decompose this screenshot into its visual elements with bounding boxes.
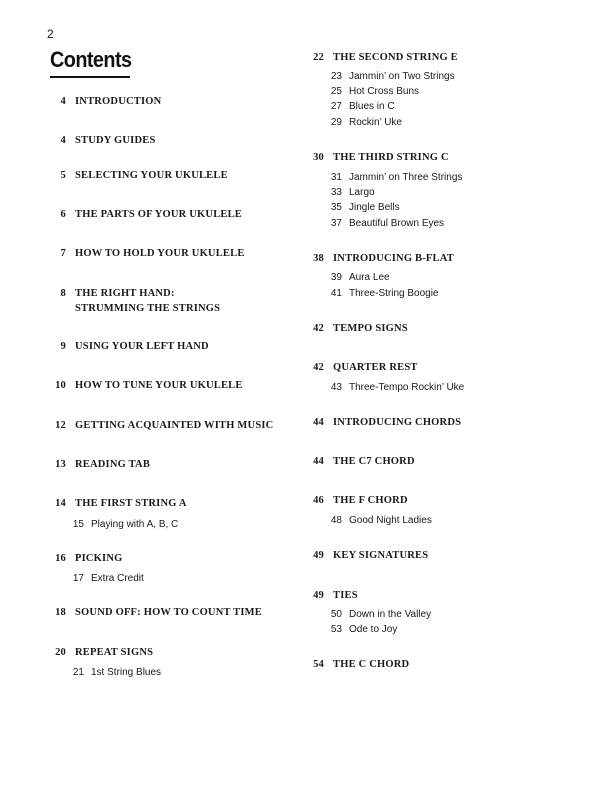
toc-entry [44, 496, 187, 511]
toc-entry [302, 454, 415, 469]
toc-entry [302, 150, 449, 165]
toc-subentry [70, 518, 178, 531]
toc-entry-page: 4 [60, 96, 66, 107]
toc-entry-page: 54 [313, 659, 324, 670]
toc-entry [302, 415, 461, 430]
toc-entry-page: 18 [55, 607, 66, 618]
toc-subentry-page: 17 [72, 573, 84, 584]
toc-entry-page: 6 [60, 209, 66, 220]
toc-entry-heading: INTRODUCTION [75, 96, 162, 107]
toc-subentry-title: 1st String Blues [91, 667, 162, 678]
toc-subentry-page: 31 [330, 172, 342, 183]
toc-entry-heading: INTRODUCING B-FLAT [333, 253, 454, 264]
toc-subentry-page: 23 [330, 71, 342, 82]
toc-entry-heading: TIES [333, 590, 358, 601]
toc-entry-heading: HOW TO HOLD YOUR UKULELE [75, 248, 245, 259]
toc-entry-page: 44 [313, 417, 324, 428]
toc-entry-page: 44 [313, 456, 324, 467]
toc-entry-page: 10 [55, 380, 66, 391]
toc-entry-page: 9 [60, 341, 66, 352]
toc-entry-heading: THE SECOND STRING E [333, 52, 458, 63]
toc-entry [302, 360, 418, 375]
toc-entry-heading: GETTING ACQUAINTED WITH MUSIC [75, 420, 274, 431]
toc-subentry [70, 666, 161, 679]
toc-entry [44, 246, 245, 261]
toc-entry-page: 49 [313, 590, 324, 601]
toc-entry-page: 42 [313, 323, 324, 334]
toc-subentry-page: 35 [330, 202, 342, 213]
toc-entry-page: 14 [55, 498, 66, 509]
toc-subentry-page: 41 [330, 288, 342, 299]
toc-entry [44, 168, 228, 183]
toc-subentry-title: Playing with A, B, C [91, 519, 179, 530]
toc-entry [44, 286, 220, 316]
toc-subentry [328, 171, 462, 184]
toc-subentry [328, 514, 432, 527]
toc-subentry-title: Beautiful Brown Eyes [349, 218, 445, 229]
toc-subentry-title: Jingle Bells [349, 202, 400, 213]
toc-entry [44, 551, 123, 566]
toc-entry-page: 12 [55, 420, 66, 431]
toc-entry-heading: TEMPO SIGNS [333, 323, 408, 334]
toc-entry [44, 605, 262, 620]
toc-entry-heading: THE RIGHT HAND: STRUMMING THE STRINGS [75, 288, 221, 314]
toc-entry-heading: USING YOUR LEFT HAND [75, 341, 209, 352]
toc-subentry [328, 623, 397, 636]
toc-entry [302, 657, 409, 672]
toc-subentry [328, 381, 464, 394]
toc-entry-heading: SELECTING YOUR UKULELE [75, 170, 228, 181]
toc-entry [44, 339, 209, 354]
toc-entry [302, 50, 458, 65]
toc-entry-page: 22 [313, 52, 324, 63]
toc-subentry-title: Extra Credit [91, 573, 144, 584]
toc-entry-heading: THE C7 CHORD [333, 456, 415, 467]
toc-entry-page: 20 [55, 647, 66, 658]
toc-subentry-page: 48 [330, 515, 342, 526]
toc-entry-heading: THE PARTS OF YOUR UKULELE [75, 209, 243, 220]
toc-subentry [328, 186, 375, 199]
toc-entry [44, 94, 161, 109]
toc-entry-heading: THE C CHORD [333, 659, 410, 670]
toc-subentry-title: Largo [349, 187, 375, 198]
toc-subentry-page: 39 [330, 272, 342, 283]
toc-subentry [328, 287, 439, 300]
toc-subentry-title: Three-String Boogie [349, 288, 439, 299]
toc-entry [44, 457, 150, 472]
toc-subentry [328, 100, 395, 113]
toc-entry [302, 548, 428, 563]
toc-subentry [328, 85, 419, 98]
toc-entry [44, 418, 273, 433]
toc-entry-page: 7 [60, 248, 66, 259]
page-number: 2 [47, 27, 54, 41]
toc-entry [302, 321, 408, 336]
toc-subentry [328, 201, 400, 214]
toc-entry [302, 588, 358, 603]
toc-subentry-page: 37 [330, 218, 342, 229]
toc-subentry-title: Good Night Ladies [349, 515, 432, 526]
toc-subentry-page: 25 [330, 86, 342, 97]
toc-entry-heading: REPEAT SIGNS [75, 647, 154, 658]
toc-entry-heading: QUARTER REST [333, 362, 418, 373]
toc-subentry-page: 15 [72, 519, 84, 530]
toc-entry [302, 493, 408, 508]
toc-subentry-title: Down in the Valley [349, 609, 432, 620]
toc-subentry [328, 608, 431, 621]
toc-subentry [70, 572, 144, 585]
toc-entry-page: 42 [313, 362, 324, 373]
toc-entry-heading: THE THIRD STRING C [333, 152, 449, 163]
toc-entry-heading: STUDY GUIDES [75, 135, 156, 146]
title-underline [50, 76, 130, 78]
page-title: Contents [50, 47, 132, 72]
toc-subentry [328, 217, 444, 230]
toc-subentry-title: Rockin’ Uke [349, 117, 402, 128]
toc-entry-page: 13 [55, 459, 66, 470]
toc-entry [44, 133, 156, 148]
toc-entry-heading: HOW TO TUNE YOUR UKULELE [75, 380, 243, 391]
toc-entry [44, 378, 243, 393]
toc-subentry-title: Blues in C [349, 101, 395, 112]
toc-entry-heading: PICKING [75, 553, 123, 564]
toc-subentry-title: Three-Tempo Rockin’ Uke [349, 382, 465, 393]
toc-subentry-page: 21 [72, 667, 84, 678]
toc-subentry-page: 53 [330, 624, 342, 635]
toc-entry-page: 4 [60, 135, 66, 146]
toc-subentry-page: 50 [330, 609, 342, 620]
toc-entry-heading: INTRODUCING CHORDS [333, 417, 462, 428]
toc-entry-heading: READING TAB [75, 459, 151, 470]
toc-entry-heading: THE F CHORD [333, 495, 408, 506]
toc-entry-page: 16 [55, 553, 66, 564]
toc-subentry-title: Aura Lee [349, 272, 390, 283]
toc-subentry [328, 70, 455, 83]
toc-subentry-page: 33 [330, 187, 342, 198]
toc-entry-page: 49 [313, 550, 324, 561]
toc-subentry [328, 271, 390, 284]
toc-entry [302, 251, 454, 266]
toc-entry-heading: THE FIRST STRING A [75, 498, 187, 509]
toc-entry-page: 8 [60, 288, 66, 299]
toc-subentry-title: Hot Cross Buns [349, 86, 420, 97]
toc-entry-heading: SOUND OFF: HOW TO COUNT TIME [75, 607, 262, 618]
toc-entry [44, 645, 153, 660]
toc-subentry-title: Jammin’ on Two Strings [349, 71, 455, 82]
toc-subentry [328, 116, 402, 129]
toc-entry-page: 30 [313, 152, 324, 163]
toc-subentry-title: Jammin’ on Three Strings [349, 172, 463, 183]
toc-entry [44, 207, 242, 222]
toc-entry-page: 38 [313, 253, 324, 264]
toc-subentry-page: 43 [330, 382, 342, 393]
toc-subentry-page: 27 [330, 101, 342, 112]
toc-entry-page: 46 [313, 495, 324, 506]
toc-entry-page: 5 [60, 170, 66, 181]
toc-entry-heading: KEY SIGNATURES [333, 550, 429, 561]
toc-subentry-title: Ode to Joy [349, 624, 398, 635]
toc-subentry-page: 29 [330, 117, 342, 128]
